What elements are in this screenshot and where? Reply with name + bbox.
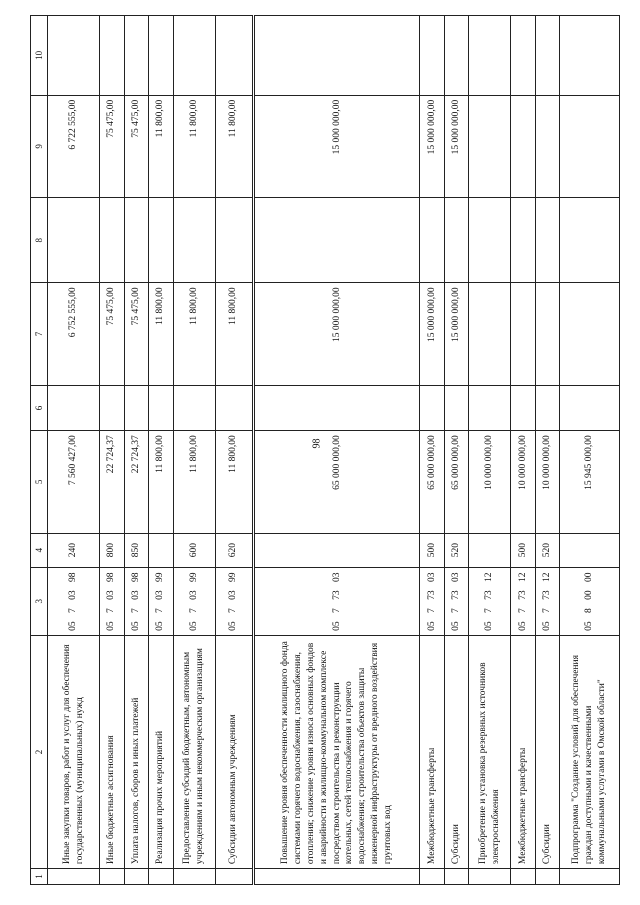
col-header-2: 2 bbox=[31, 635, 48, 868]
row-value-5: 11 800,00 bbox=[215, 431, 253, 533]
row-value-5: 10 000 000,00 bbox=[469, 431, 511, 533]
row-value-10 bbox=[48, 16, 100, 96]
table-row bbox=[173, 16, 215, 885]
row-value-10 bbox=[124, 16, 148, 96]
row-value-5: 65 000 000,00 bbox=[444, 431, 468, 533]
row-value-9: 75 475,00 bbox=[100, 95, 124, 197]
row-code: 05 7 03 99 bbox=[149, 567, 173, 635]
row-value-7: 6 752 555,00 bbox=[48, 283, 100, 385]
row-name: Субсидии bbox=[535, 635, 559, 868]
row-value-9: 15 000 000,00 bbox=[420, 95, 444, 197]
col-header-4: 4 bbox=[31, 533, 48, 567]
table-row bbox=[100, 16, 124, 885]
row-code: 05 7 03 98 bbox=[100, 567, 124, 635]
row-value-9 bbox=[469, 95, 511, 197]
row-name: Реализация прочих мероприятий bbox=[149, 635, 173, 868]
row-value-6 bbox=[420, 385, 444, 430]
row-value-7 bbox=[535, 283, 559, 385]
col-header-3: 3 bbox=[31, 567, 48, 635]
table-row bbox=[469, 16, 511, 885]
row-name: Предоставление субсидий бюджетным, автономным учреждениям и иным некоммерческим организациям bbox=[173, 635, 215, 868]
row-value-6 bbox=[253, 385, 420, 430]
row-value-5: 11 800,00 bbox=[149, 431, 173, 533]
row-vr: 800 bbox=[100, 533, 124, 567]
row-vr: 600 bbox=[173, 533, 215, 567]
row-value-7: 75 475,00 bbox=[100, 283, 124, 385]
row-value-9: 11 800,00 bbox=[215, 95, 253, 197]
row-value-9 bbox=[511, 95, 535, 197]
row-value-7: 11 800,00 bbox=[173, 283, 215, 385]
col-header-6: 6 bbox=[31, 385, 48, 430]
row-value-10 bbox=[511, 16, 535, 96]
row-value-8 bbox=[535, 198, 559, 283]
row-name: Приобретение и установка резервных источников электроснабжения bbox=[469, 635, 511, 868]
row-vr: 620 bbox=[215, 533, 253, 567]
row-name: Межбюджетные трансферты bbox=[420, 635, 444, 868]
row-value-7: 75 475,00 bbox=[124, 283, 148, 385]
row-value-8 bbox=[253, 198, 420, 283]
row-code: 05 7 03 99 bbox=[215, 567, 253, 635]
row-value-10 bbox=[149, 16, 173, 96]
row-value-6 bbox=[444, 385, 468, 430]
row-value-8 bbox=[100, 198, 124, 283]
row-value-9: 75 475,00 bbox=[124, 95, 148, 197]
row-code: 05 7 73 03 bbox=[444, 567, 468, 635]
row-name: Подпрограмма "Создание условий для обеспечения граждан доступными и качественными коммунальными услугами в Омской области" bbox=[560, 635, 620, 868]
rotated-page bbox=[30, 15, 620, 885]
row-value-6 bbox=[48, 385, 100, 430]
table-body bbox=[48, 16, 620, 885]
col-header-1: 1 bbox=[31, 869, 48, 885]
row-value-7: 11 800,00 bbox=[149, 283, 173, 385]
row-code: 05 7 73 03 bbox=[253, 567, 420, 635]
col-header-9: 9 bbox=[31, 95, 48, 197]
row-value-6 bbox=[215, 385, 253, 430]
table-row bbox=[560, 16, 620, 885]
row-value-6 bbox=[173, 385, 215, 430]
row-code: 05 7 73 12 bbox=[469, 567, 511, 635]
row-value-5: 65 000 000,00 bbox=[420, 431, 444, 533]
row-vr: 500 bbox=[511, 533, 535, 567]
table-row bbox=[215, 16, 253, 885]
row-value-6 bbox=[560, 385, 620, 430]
row-value-8 bbox=[420, 198, 444, 283]
row-value-5: 22 724,37 bbox=[100, 431, 124, 533]
row-value-10 bbox=[253, 16, 420, 96]
row-value-7 bbox=[560, 283, 620, 385]
row-value-9: 6 722 555,00 bbox=[48, 95, 100, 197]
col-header-7: 7 bbox=[31, 283, 48, 385]
row-value-5: 7 560 427,00 bbox=[48, 431, 100, 533]
row-value-8 bbox=[469, 198, 511, 283]
row-value-9: 15 000 000,00 bbox=[444, 95, 468, 197]
row-name: Субсидии bbox=[444, 635, 468, 868]
row-value-8 bbox=[149, 198, 173, 283]
row-name: Межбюджетные трансферты bbox=[511, 635, 535, 868]
page-number: 98 bbox=[311, 438, 323, 449]
budget-table bbox=[30, 15, 620, 885]
row-value-5: 22 724,37 bbox=[124, 431, 148, 533]
row-vr: 520 bbox=[535, 533, 559, 567]
row-value-6 bbox=[100, 385, 124, 430]
row-value-6 bbox=[511, 385, 535, 430]
row-value-8 bbox=[444, 198, 468, 283]
row-value-6 bbox=[469, 385, 511, 430]
row-value-7: 15 000 000,00 bbox=[253, 283, 420, 385]
row-code: 05 7 73 03 bbox=[420, 567, 444, 635]
row-code: 05 7 73 12 bbox=[511, 567, 535, 635]
row-value-5: 65 000 000,00 bbox=[253, 431, 420, 533]
table-row bbox=[420, 16, 444, 885]
table-row bbox=[444, 16, 468, 885]
row-value-7 bbox=[469, 283, 511, 385]
row-value-9 bbox=[535, 95, 559, 197]
row-value-8 bbox=[215, 198, 253, 283]
row-value-6 bbox=[535, 385, 559, 430]
row-vr bbox=[560, 533, 620, 567]
col-header-10: 10 bbox=[31, 16, 48, 96]
row-code: 05 7 03 98 bbox=[124, 567, 148, 635]
row-value-6 bbox=[149, 385, 173, 430]
table-row bbox=[48, 16, 100, 885]
row-value-10 bbox=[215, 16, 253, 96]
table-row bbox=[124, 16, 148, 885]
row-value-9: 11 800,00 bbox=[149, 95, 173, 197]
row-value-8 bbox=[173, 198, 215, 283]
row-value-5: 11 800,00 bbox=[173, 431, 215, 533]
row-value-9: 11 800,00 bbox=[173, 95, 215, 197]
col-header-5: 5 bbox=[31, 431, 48, 533]
row-value-10 bbox=[535, 16, 559, 96]
row-value-10 bbox=[173, 16, 215, 96]
table-row bbox=[253, 16, 420, 885]
row-name: Уплата налогов, сборов и иных платежей bbox=[124, 635, 148, 868]
row-value-5: 10 000 000,00 bbox=[535, 431, 559, 533]
row-value-10 bbox=[100, 16, 124, 96]
row-value-6 bbox=[124, 385, 148, 430]
row-value-7 bbox=[511, 283, 535, 385]
row-value-8 bbox=[511, 198, 535, 283]
row-code: 05 7 03 99 bbox=[173, 567, 215, 635]
row-value-7: 11 800,00 bbox=[215, 283, 253, 385]
row-value-9 bbox=[560, 95, 620, 197]
row-vr: 850 bbox=[124, 533, 148, 567]
table-row bbox=[535, 16, 559, 885]
row-name: Повышение уровня обеспеченности жилищного фонда системами горячего водоснабжения, газоснабжения, отопления; снижение уровня износа основных фондов и аварийности в жилищно-коммунальном комплексе посредством строительства и реконструкции котельных, сетей теплоснабжения и горячего водоснабжения; строительства объектов защиты инженерной инфраструктуры от вредного воздействия грунтовых вод bbox=[253, 635, 420, 868]
row-vr bbox=[149, 533, 173, 567]
row-value-10 bbox=[444, 16, 468, 96]
table-row bbox=[511, 16, 535, 885]
budget-table-wrapper bbox=[30, 15, 620, 885]
row-value-10 bbox=[469, 16, 511, 96]
column-number-row bbox=[31, 16, 48, 885]
row-name: Иные бюджетные ассигнования bbox=[100, 635, 124, 868]
row-vr: 500 bbox=[420, 533, 444, 567]
row-vr bbox=[253, 533, 420, 567]
row-code: 05 8 00 00 bbox=[560, 567, 620, 635]
row-value-8 bbox=[48, 198, 100, 283]
col-header-8: 8 bbox=[31, 198, 48, 283]
row-name: Субсидии автономным учреждениям bbox=[215, 635, 253, 868]
row-code: 05 7 03 98 bbox=[48, 567, 100, 635]
row-name: Иные закупки товаров, работ и услуг для обеспечения государственных (муниципальных) нужд bbox=[48, 635, 100, 868]
row-value-7: 15 000 000,00 bbox=[420, 283, 444, 385]
row-code: 05 7 73 12 bbox=[535, 567, 559, 635]
row-value-7: 15 000 000,00 bbox=[444, 283, 468, 385]
row-vr: 240 bbox=[48, 533, 100, 567]
row-value-5: 10 000 000,00 bbox=[511, 431, 535, 533]
table-row bbox=[149, 16, 173, 885]
row-value-8 bbox=[124, 198, 148, 283]
row-value-10 bbox=[420, 16, 444, 96]
row-value-9: 15 000 000,00 bbox=[253, 95, 420, 197]
row-vr: 520 bbox=[444, 533, 468, 567]
row-value-10 bbox=[560, 16, 620, 96]
row-value-8 bbox=[560, 198, 620, 283]
row-vr bbox=[469, 533, 511, 567]
row-value-5: 15 945 000,00 bbox=[560, 431, 620, 533]
